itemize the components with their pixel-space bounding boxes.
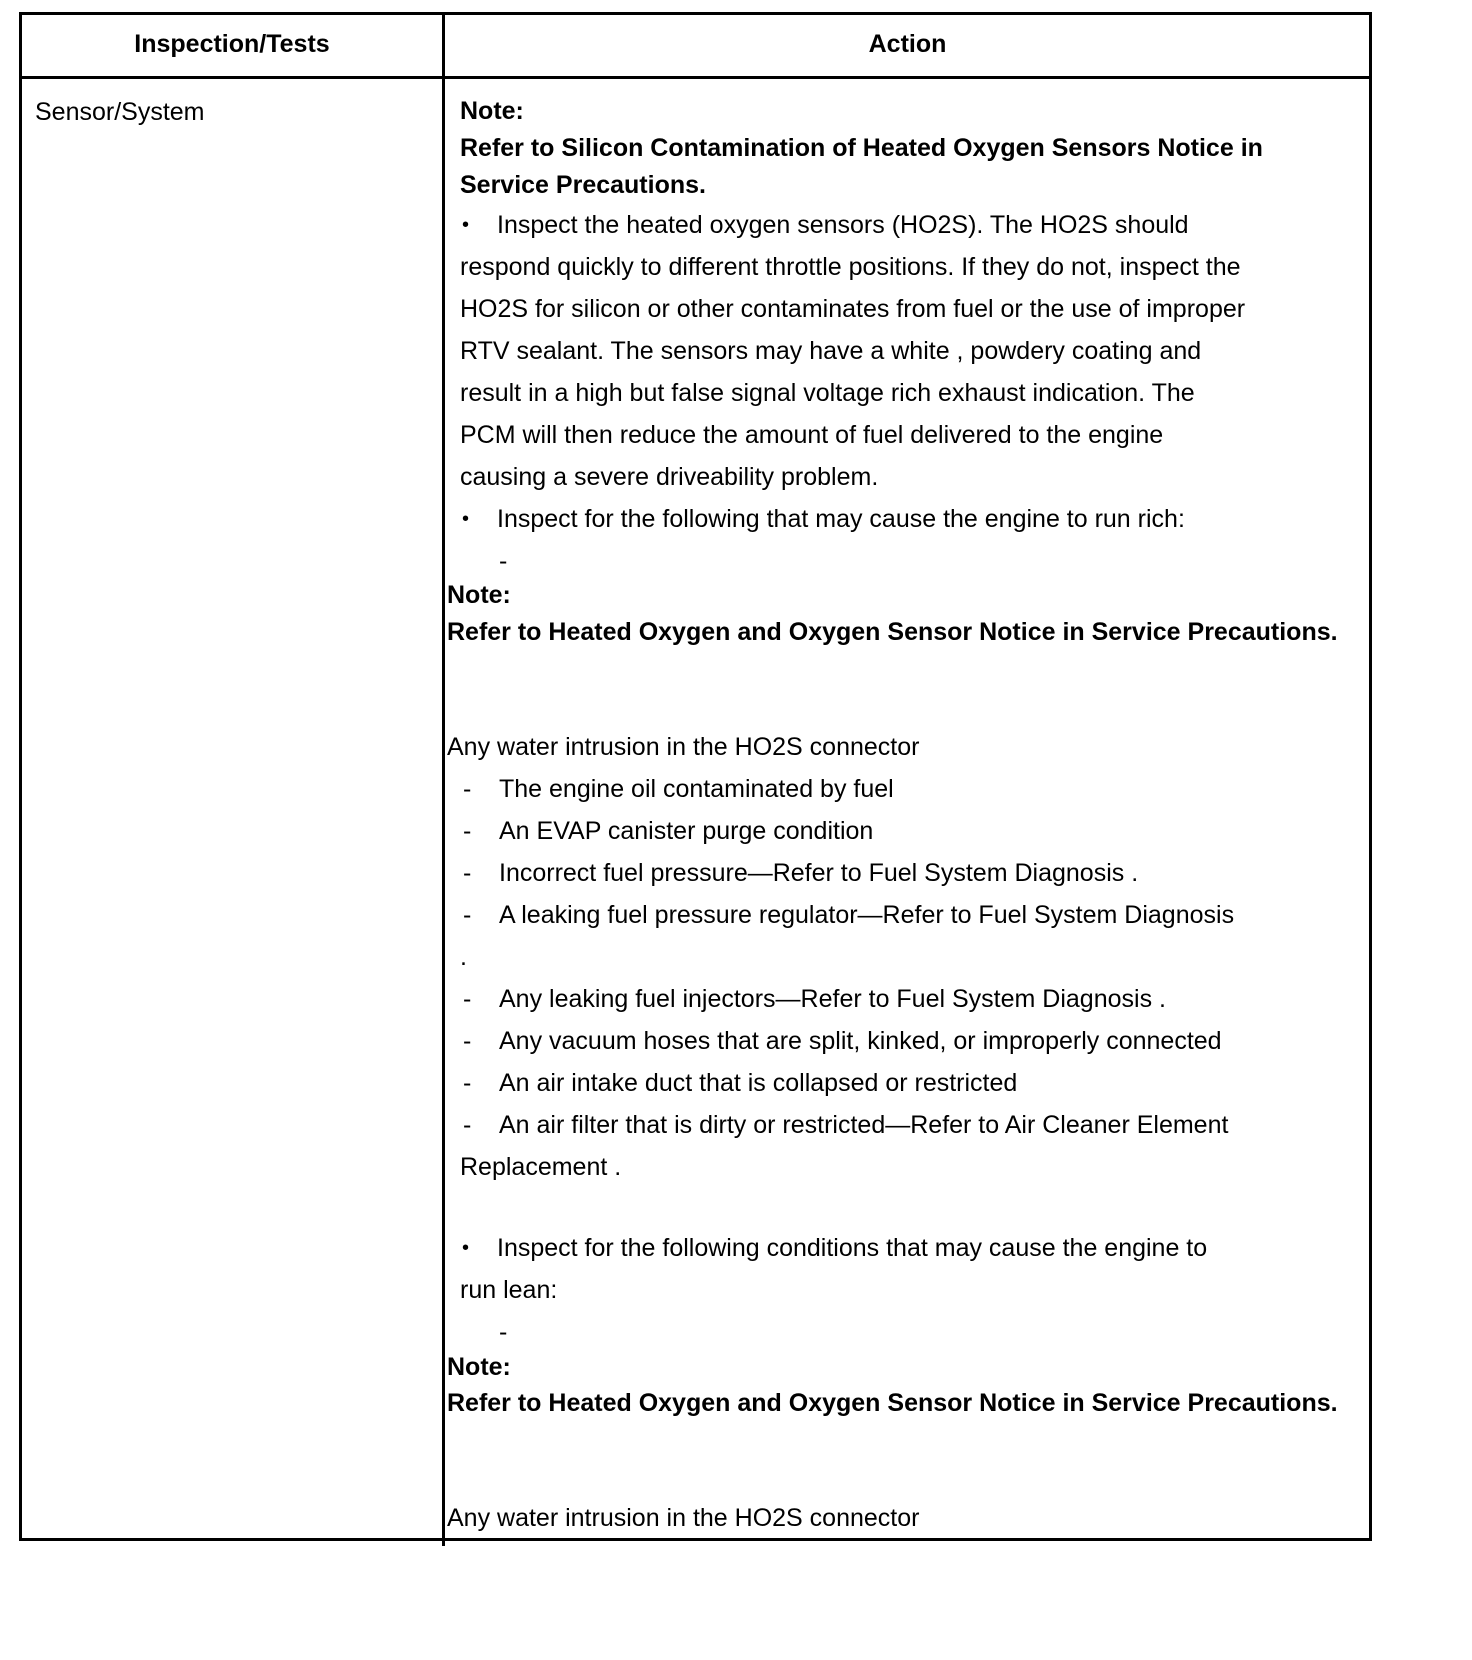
dash: - [463,1027,472,1055]
bullet-text: RTV sealant. The sensors may have a white , powdery coating and [460,337,1202,365]
list-item: Incorrect fuel pressure—Refer to Fuel System Diagnosis . [499,859,1139,887]
list-item: Any vacuum hoses that are split, kinked, or improperly connected [499,1027,1222,1055]
column-divider-tail [442,1538,445,1546]
bullet-text: Inspect for the following that may cause the engine to run rich: [497,505,1185,533]
bullet-text: Inspect the heated oxygen sensors (HO2S). The HO2S should [497,211,1189,239]
note-text: Service Precautions. [460,171,706,199]
list-item: Any water intrusion in the HO2S connector [447,733,920,761]
list-item: A leaking fuel pressure regulator—Refer to Fuel System Diagnosis [499,901,1235,929]
list-item: An air filter that is dirty or restricted—Refer to Air Cleaner Element [499,1111,1229,1139]
note-text: Refer to Heated Oxygen and Oxygen Sensor Notice in Service Precautions. [447,618,1338,646]
list-item-continuation: Replacement . [460,1153,622,1181]
list-item: Any water intrusion in the HO2S connector [447,1504,920,1532]
column-divider [442,12,445,1541]
dash: - [463,1069,472,1097]
dash: - [463,775,472,803]
bullet-text: HO2S for silicon or other contaminates from fuel or the use of improper [460,295,1246,323]
header-divider [19,76,1372,79]
dash: - [463,901,472,929]
list-item: Any leaking fuel injectors—Refer to Fuel System Diagnosis . [499,985,1166,1013]
list-item-continuation: . [460,943,467,971]
note-text: Refer to Silicon Contamination of Heated Oxygen Sensors Notice in [460,134,1263,162]
dash: - [499,547,508,575]
list-item: An air intake duct that is collapsed or restricted [499,1069,1018,1097]
note-text: Refer to Heated Oxygen and Oxygen Sensor Notice in Service Precautions. [447,1389,1338,1417]
dash: - [499,1318,508,1346]
list-item: An EVAP canister purge condition [499,817,874,845]
note-label: Note: [460,97,524,125]
dash: - [463,859,472,887]
bullet-text: result in a high but false signal voltage rich exhaust indication. The [460,379,1195,407]
dash: - [463,985,472,1013]
bullet-text: run lean: [460,1276,558,1304]
bullet-text: causing a severe driveability problem. [460,463,879,491]
bullet-text: respond quickly to different throttle positions. If they do not, inspect the [460,253,1241,281]
dash: - [463,817,472,845]
header-inspection-tests: Inspection/Tests [134,30,330,58]
bullet-text: Inspect for the following conditions that may cause the engine to [497,1234,1208,1262]
list-item: The engine oil contaminated by fuel [499,775,894,803]
note-label: Note: [447,581,511,609]
bullet-glyph: • [462,1237,470,1259]
header-action: Action [868,30,947,58]
bullet-glyph: • [462,508,470,530]
note-label: Note: [447,1353,511,1381]
dash: - [463,1111,472,1139]
bullet-text: PCM will then reduce the amount of fuel delivered to the engine [460,421,1164,449]
bullet-glyph: • [462,214,470,236]
inspection-cell: Sensor/System [35,98,205,126]
